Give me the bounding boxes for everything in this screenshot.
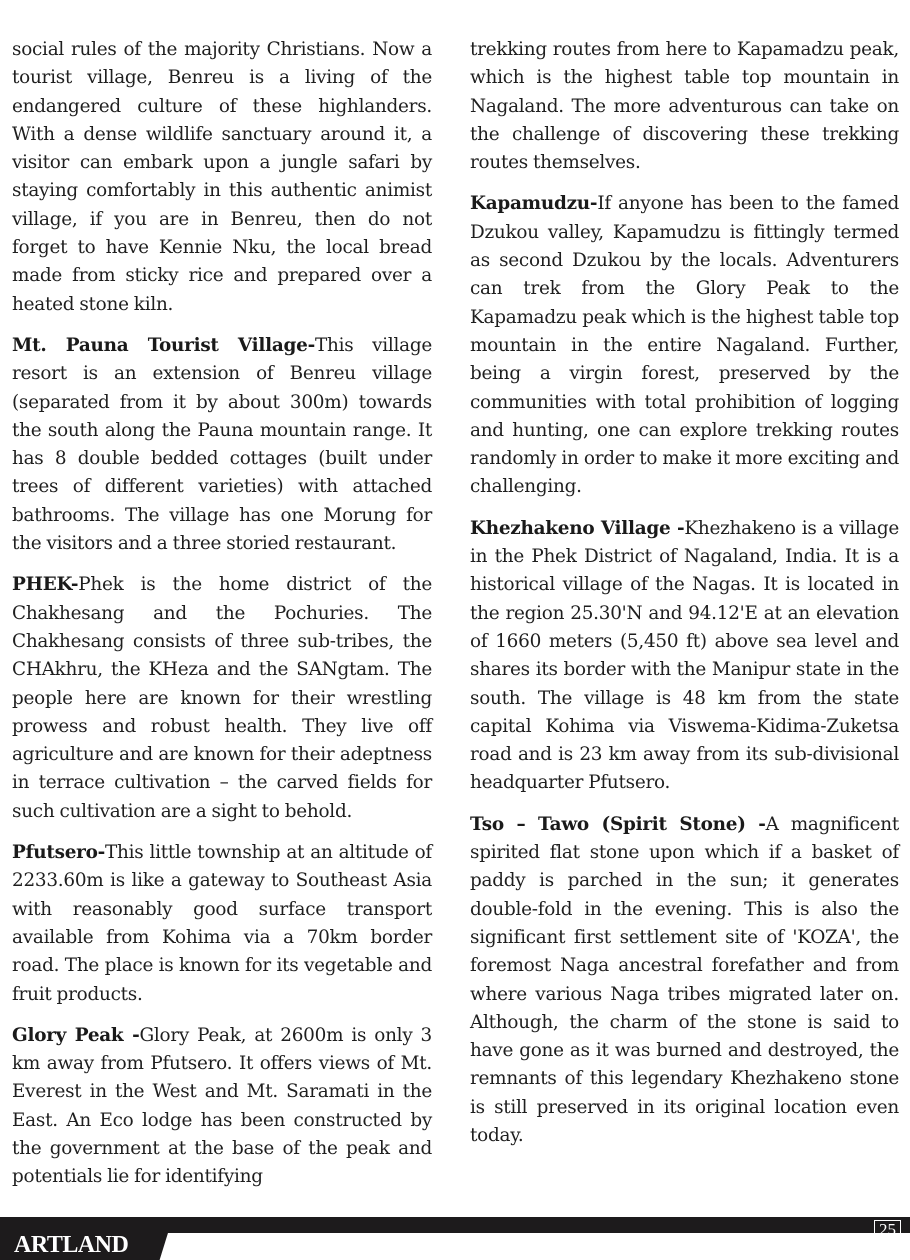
paragraph-heading: Pfutsero-: [12, 842, 105, 864]
paragraph-glory-peak-continued: [470, 36, 899, 177]
right-text-column: [470, 36, 899, 1163]
paragraph-body: trekking routes from here to Kapamadzu peak, which is the highest table top mountain in Nagaland. The more adventurous can take on the challenge of discovering these trekking routes themselves.: [470, 39, 899, 174]
paragraph-kapamudzu: [470, 190, 899, 501]
paragraph-heading: Khezhakeno Village -: [470, 517, 685, 539]
footer-brand-name: ARTLAND: [14, 1232, 129, 1258]
page-number: 25: [874, 1220, 901, 1238]
paragraph-benreu-continued: [12, 36, 432, 319]
paragraph-phek: [12, 571, 432, 826]
paragraph-pfutsero: [12, 839, 432, 1009]
paragraph-heading: Tso – Tawo (Spirit Stone) -: [470, 813, 766, 835]
paragraph-heading: Kapamudzu-: [470, 193, 598, 215]
paragraph-body: If anyone has been to the famed Dzukou valley, Kapamudzu is fittingly termed as second Dzukou by the locals. Adventurers can trek from the Glory Peak to the Kapamadzu peak which is the highest table top mountain in the entire Nagaland. Further, being a virgin forest, preserved by the communities with total prohibition of logging and hunting, one can explore trekking routes randomly in order to make it more exciting and challenging.: [470, 193, 899, 498]
paragraph-mt-pauna: [12, 332, 432, 558]
paragraph-heading: Mt. Pauna Tourist Village-: [12, 334, 315, 356]
paragraph-body: Phek is the home district of the Chakhesang and the Pochuries. The Chakhesang consists of three sub-tribes, the CHAkhru, the KHeza and the SANgtam. The people here are known for their wrestling prowess and robust health. They live off agriculture and are known for their adeptness in terrace cultivation – the carved fields for such cultivation are a sight to behold.: [12, 574, 432, 822]
paragraph-body: A magnificent spirited flat stone upon which if a basket of paddy is parched in the sun; it generates double-fold in the evening. This is also the significant first settlement site of 'KOZA', the foremost Naga ancestral forefather and from where various Naga tribes migrated later on. Although, the charm of the stone is said to have gone as it was burned and destroyed, the remnants of this legendary Khezhakeno stone is still preserved in its original location even today.: [470, 813, 899, 1146]
paragraph-body: Glory Peak, at 2600m is only 3 km away from Pfutsero. It offers views of Mt. Everest in the West and Mt. Saramati in the East. An Eco lodge has been constructed by the government at the base of the peak and potentials lie for identifying: [12, 1024, 432, 1188]
paragraph-khezhakeno: [470, 515, 899, 798]
paragraph-body: Khezhakeno is a village in the Phek District of Nagaland, India. It is a historical village of the Nagas. It is located in the region 25.30'N and 94.12'E at an elevation of 1660 meters (5,450 ft) above sea level and shares its border with the Manipur state in the south. The village is 48 km from the state capital Kohima via Viswema-Kidima-Zuketsa road and is 23 km away from its sub-divisional headquarter Pfutsero.: [470, 517, 899, 794]
paragraph-heading: PHEK-: [12, 574, 79, 596]
paragraph-body: This little township at an altitude of 2233.60m is like a gateway to Southeast Asia with reasonably good surface transport available from Kohima via a 70km border road. The place is known for its vegetable and fruit products.: [12, 842, 432, 1005]
paragraph-body: This village resort is an extension of Benreu village (separated from it by about 300m) towards the south along the Pauna mountain range. It has 8 double bedded cottages (built under trees of different varieties) with attached bathrooms. The village has one Morung for the visitors and a three storied restaurant.: [12, 334, 432, 555]
paragraph-body: social rules of the majority Christians. Now a tourist village, Benreu is a living of the endangered culture of these highlanders. With a dense wildlife sanctuary around it, a visitor can embark upon a jungle safari by staying comfortably in this authentic animist village, if you are in Benreu, then do not forget to have Kennie Nku, the local bread made from sticky rice and prepared over a heated stone kiln.: [12, 39, 432, 315]
paragraph-tso-tawo: [470, 811, 899, 1151]
left-text-column: [12, 36, 432, 1205]
paragraph-glory-peak: [12, 1022, 432, 1192]
paragraph-heading: Glory Peak -: [12, 1024, 140, 1046]
